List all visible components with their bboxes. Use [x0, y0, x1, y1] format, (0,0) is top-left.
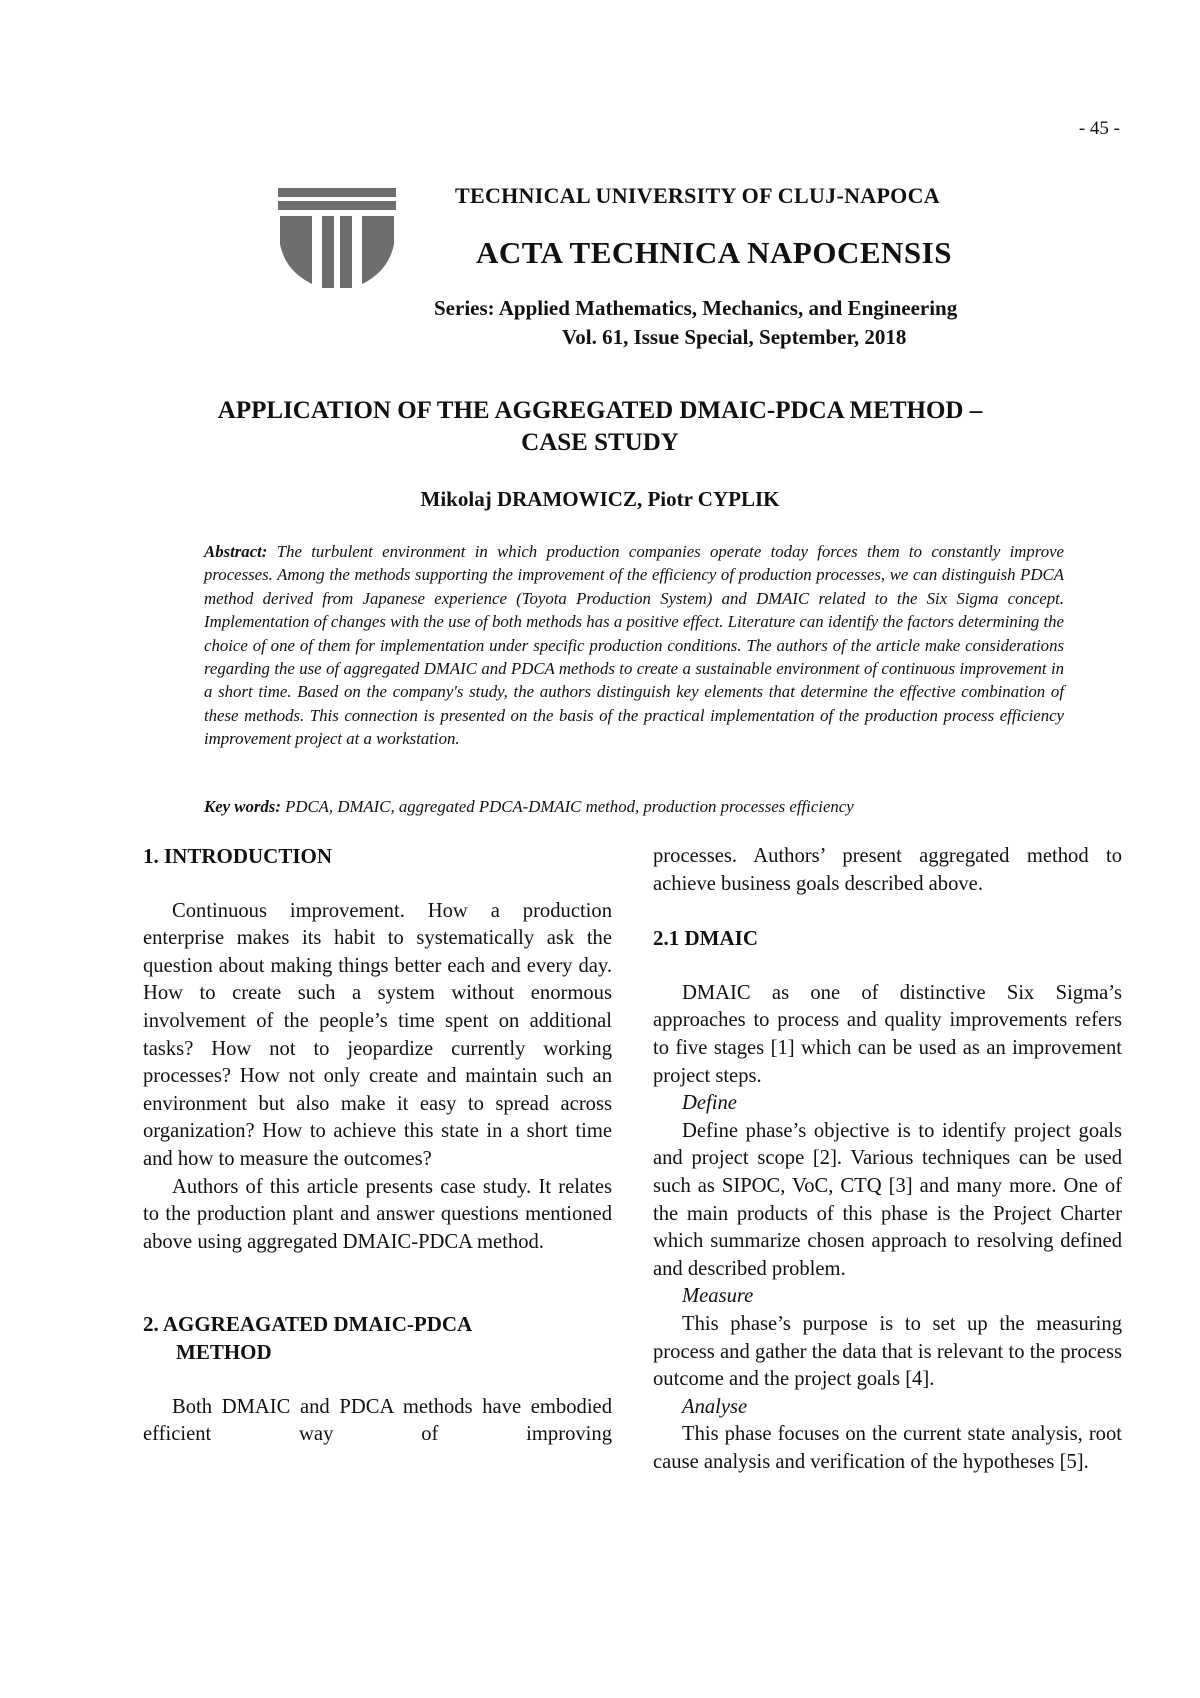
keywords	[204, 797, 1064, 817]
measure-paragraph: This phase’s purpose is to set up the measuring process and gather the data that is relevant to the process outcome and the project goals [4].	[653, 1312, 1122, 1391]
method-paragraph-1: Both DMAIC and PDCA methods have embodied efficient way of improving	[143, 1395, 612, 1446]
analyse-paragraph: This phase focuses on the current state analysis, root cause analysis and verification of the hypotheses [5].	[653, 1423, 1122, 1473]
section-heading-introduction: 1. INTRODUCTION	[143, 844, 333, 868]
abstract-label: Abstract:	[204, 542, 268, 561]
journal-title: ACTA TECHNICA NAPOCENSIS	[476, 235, 952, 270]
section-heading-method	[143, 1311, 612, 1366]
abstract	[204, 540, 1064, 751]
intro-paragraph-2: Authors of this article presents case study. It relates to the production plant and answer questions mentioned above using aggregated DMAIC-PDCA method.	[143, 1175, 612, 1253]
right-column	[653, 843, 1122, 1476]
section-heading-dmaic: 2.1 DMAIC	[653, 926, 758, 951]
keywords-label: Key words:	[204, 797, 281, 816]
define-subheading: Define	[682, 1092, 737, 1115]
page-number: - 45 -	[1078, 118, 1120, 139]
university-name: TECHNICAL UNIVERSITY OF CLUJ-NAPOCA	[455, 183, 940, 208]
paper-authors: Mikolaj DRAMOWICZ, Piotr CYPLIK	[420, 487, 780, 511]
analyse-subheading: Analyse	[682, 1395, 748, 1418]
paper-title	[120, 395, 1080, 459]
define-paragraph: Define phase’s objective is to identify project goals and project scope [2]. Various techniques can be used such as SIPOC, VoC, CTQ [3] and many more. One of the main products of this phase is the Project Charter which summarize chosen approach to resolving defined and described problem.	[653, 1119, 1122, 1280]
section-heading-method-line-2: METHOD	[176, 1339, 272, 1364]
paper-title-line-1: APPLICATION OF THE AGGREGATED DMAIC-PDCA METHOD –	[217, 397, 983, 424]
section-heading-method-line-1: 2. AGGREAGATED DMAIC-PDCA	[143, 1312, 473, 1337]
journal-series: Series: Applied Mathematics, Mechanics, and Engineering	[434, 296, 958, 320]
utcn-logo-icon	[278, 188, 396, 288]
university-logo	[278, 188, 396, 288]
left-column	[143, 843, 612, 1449]
intro-paragraph-1: Continuous improvement. How a production enterprise makes its habit to systematically ask the question about making things better each and every day. How to create such a system without enormous involvement of the people’s time spent on additional tasks? How not to jeopardize currently working processes? How not only create and maintain such an environment but also make it easy to spread across organization? How to achieve this state in a short time and how to measure the outcomes?	[143, 899, 612, 1170]
dmaic-paragraph: DMAIC as one of distinctive Six Sigma’s approaches to process and quality improvements refers to five stages [1] which can be used as an improvement project steps.	[653, 981, 1122, 1087]
abstract-text: The turbulent environment in which production companies operate today forces them to constantly improve processes. Among the methods supporting the improvement of the efficiency of production processes, we can distinguish PDCA method derived from Japanese experience (Toyota Production System) and DMAIC related to the Six Sigma concept. Implementation of changes with the use of both methods has a positive effect. Literature can identify the factors determining the choice of one of them for implementation under specific production conditions. The authors of the article make considerations regarding the use of aggregated DMAIC and PDCA methods to create a sustainable environment of continuous improvement in a short time. Based on the company's study, the authors distinguish key elements that determine the effective combination of these methods. This connection is presented on the basis of the practical implementation of the production process efficiency improvement project at a workstation.	[204, 542, 1064, 749]
paper-title-line-2: CASE STUDY	[521, 429, 679, 456]
method-paragraph-1-continued: processes. Authors’ present aggregated method to achieve business goals described above.	[653, 845, 1122, 895]
journal-volume: Vol. 61, Issue Special, September, 2018	[562, 325, 907, 349]
measure-subheading: Measure	[682, 1285, 754, 1308]
keywords-text: PDCA, DMAIC, aggregated PDCA-DMAIC method, production processes efficiency	[280, 797, 854, 816]
